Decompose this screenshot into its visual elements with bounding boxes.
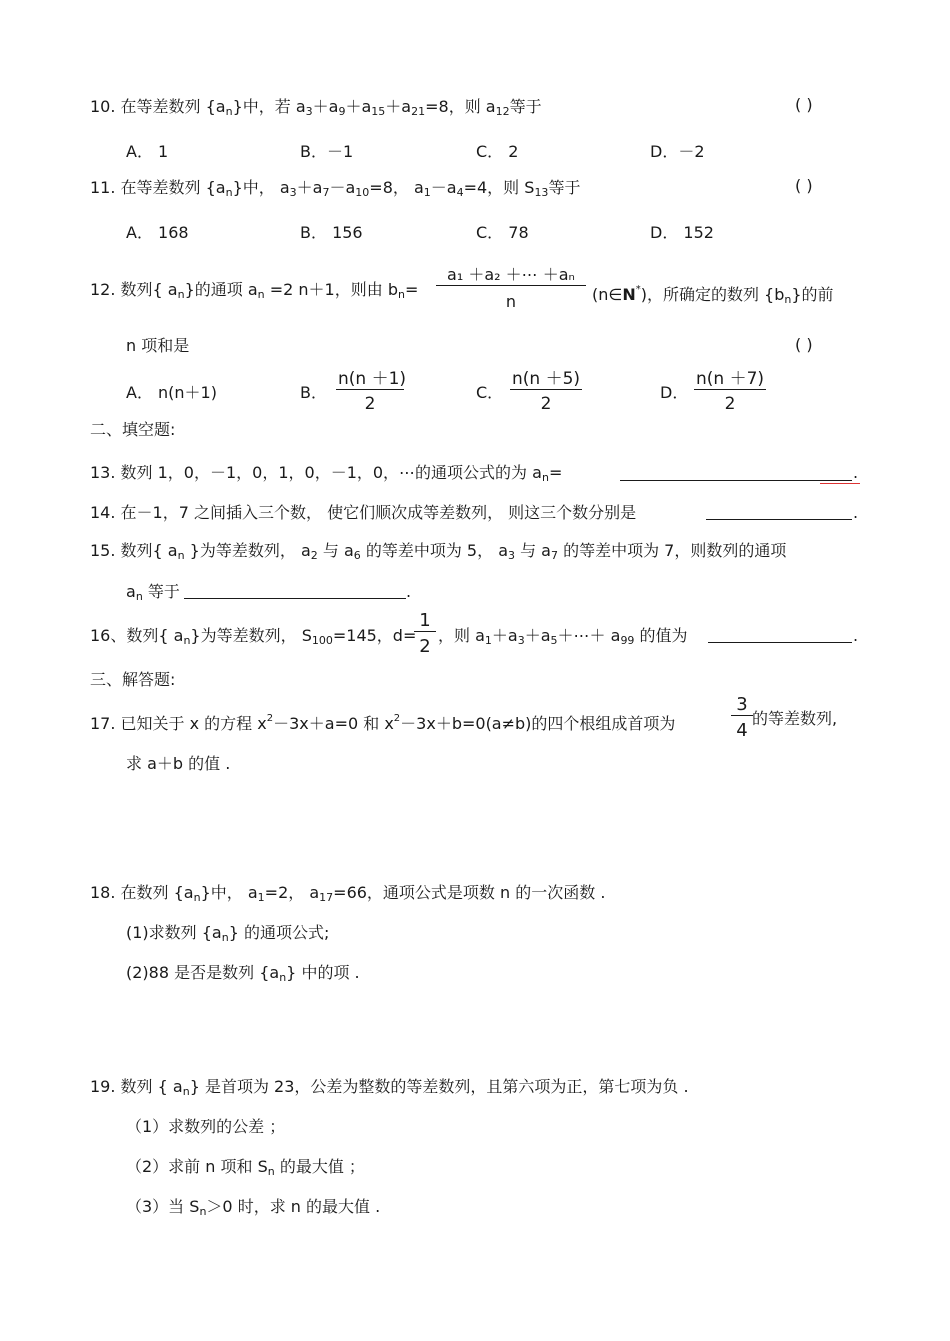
section-fill-in-heading: 二、填空题:	[90, 420, 176, 439]
q11-answer-paren: ( )	[795, 176, 813, 195]
q16-stem-left: 16、数列{ $a_n$}为等差数列， $S_{100}=145$，d=	[90, 626, 417, 647]
q16-d-fraction	[414, 610, 436, 657]
q12-option-b-label: B．	[300, 383, 327, 402]
q12-option-d-label: D．	[660, 383, 689, 402]
q13-end-dot: .	[853, 463, 859, 482]
q11-option-a: A． 168	[126, 223, 189, 242]
q10-option-c: C． 2	[476, 142, 519, 161]
q11-stem: 11. 在等差数列 $\{a_n\}$中， $a_3+a_7-a_{10}=8$， $a_1-a_4=4$，则 $S_{13}$等于	[90, 178, 581, 199]
spellcheck-underline	[820, 483, 860, 484]
q12-option-b-denominator: 2	[364, 394, 376, 414]
q10-option-a: A． 1	[126, 142, 169, 161]
q15-answer-blank[interactable]	[184, 598, 406, 599]
q10-option-d: D．－2	[650, 142, 705, 161]
q13-answer-blank[interactable]	[620, 480, 852, 481]
q15-stem-line1: 15. 数列{ $a_n$ }为等差数列， $a_2$ 与 $a_6$ 的等差中项为 5， $a_3$ 与 $a_7$ 的等差中项为 7，则数列的通项	[90, 541, 787, 562]
q12-stem-right: (n∈N*)，所确定的数列 $\{b_n\}$的前	[592, 284, 834, 306]
q16-fraction-denominator: 2	[419, 636, 431, 657]
q17-fraction-numerator: 3	[736, 694, 748, 715]
q12-option-c-fraction	[510, 364, 582, 414]
q12-answer-paren: ( )	[795, 335, 813, 354]
q12-option-d-numerator: n(n ＋7)	[696, 369, 765, 389]
fraction-bar	[510, 389, 582, 390]
q17-stem-line2: 求 a＋b 的值 .	[126, 754, 231, 773]
q12-option-b-fraction	[336, 364, 407, 414]
q12-option-d-fraction	[694, 364, 766, 414]
q19-part-3: （3）当 $S_n>0$ 时，求 n 的最大值 .	[126, 1197, 381, 1218]
q10-option-b: B．－1	[300, 142, 354, 161]
q11-option-c: C． 78	[476, 223, 529, 242]
q16-fraction-numerator: 1	[419, 610, 431, 631]
q17-fraction-denominator: 4	[736, 720, 748, 741]
q12-option-d-denominator: 2	[724, 394, 736, 414]
fraction-bar	[731, 715, 753, 716]
q17-stem-right: 的等差数列,	[752, 709, 838, 728]
q15-stem-line2: $a_n$ 等于	[126, 582, 180, 603]
q15-end-dot: .	[406, 582, 412, 601]
q18-stem: 18. 在数列 $\{a_n\}$中， $a_1=2$， $a_{17}=66$，通项公式是项数 n 的一次函数 .	[90, 883, 606, 904]
q17-stem-left: 17. 已知关于 x 的方程 $x^2-3x+a=0$ 和 $x^2-3x+b=0(a\ne b)$的四个根组成首项为	[90, 713, 676, 733]
q16-stem-right: ，则 $a_1+a_3+a_5+\cdots+ a_{99}$ 的值为	[438, 626, 688, 647]
q12-stem-line2: n 项和是	[126, 336, 190, 355]
q12-option-c-label: C．	[476, 383, 504, 402]
q12-b-fraction	[436, 262, 586, 311]
q16-answer-blank[interactable]	[708, 642, 852, 643]
q13-stem: 13. 数列 1，0，－1，0，1，0，－1，0，⋯的通项公式的为 $a_n=$	[90, 463, 563, 484]
q11-option-b: B． 156	[300, 223, 363, 242]
q19-part-1: （1）求数列的公差 ；	[126, 1117, 286, 1136]
fraction-bar	[336, 389, 404, 390]
q11-option-d: D． 152	[650, 223, 714, 242]
fraction-bar	[694, 389, 766, 390]
q12-fraction-numerator: a₁ ＋a₂ ＋⋯ ＋aₙ	[447, 265, 575, 284]
q12-fraction-denominator: n	[505, 292, 517, 311]
q17-first-term-fraction	[731, 694, 753, 741]
q12-option-b-numerator: n(n ＋1)	[338, 369, 407, 389]
q14-stem: 14. 在－1，7 之间插入三个数， 使它们顺次成等差数列， 则这三个数分别是	[90, 503, 637, 522]
q12-option-c-numerator: n(n ＋5)	[512, 369, 581, 389]
q19-part-2: （2）求前 n 项和 $S_n$ 的最大值 ；	[126, 1157, 365, 1178]
q10-answer-paren: ( )	[795, 95, 813, 114]
q12-option-a: A． n(n＋1)	[126, 383, 217, 402]
fraction-bar	[414, 631, 436, 632]
q14-answer-blank[interactable]	[706, 519, 852, 520]
q14-end-dot: .	[853, 503, 859, 522]
section-solutions-heading: 三、解答题:	[90, 670, 176, 689]
q16-end-dot: .	[853, 626, 859, 645]
fraction-bar	[436, 285, 586, 286]
q18-part-1: (1)求数列 $\{a_n\}$ 的通项公式;	[126, 923, 330, 944]
q12-option-c-denominator: 2	[540, 394, 552, 414]
q18-part-2: (2)88 是否是数列 $\{a_n\}$ 中的项 .	[126, 963, 360, 984]
q12-stem-left: 12. 数列{ $a_n$}的通项 $a_n =2$ n＋1，则由 $b_n=$	[90, 280, 419, 301]
q19-stem: 19. 数列 { $a_n$} 是首项为 23，公差为整数的等差数列，且第六项为正，第七项为负 .	[90, 1077, 689, 1098]
q10-stem: 10. 在等差数列 $\{a_n\}$中，若 $a_3+a_9+a_{15}+a_{21}=8$，则 $a_{12}$等于	[90, 97, 542, 118]
